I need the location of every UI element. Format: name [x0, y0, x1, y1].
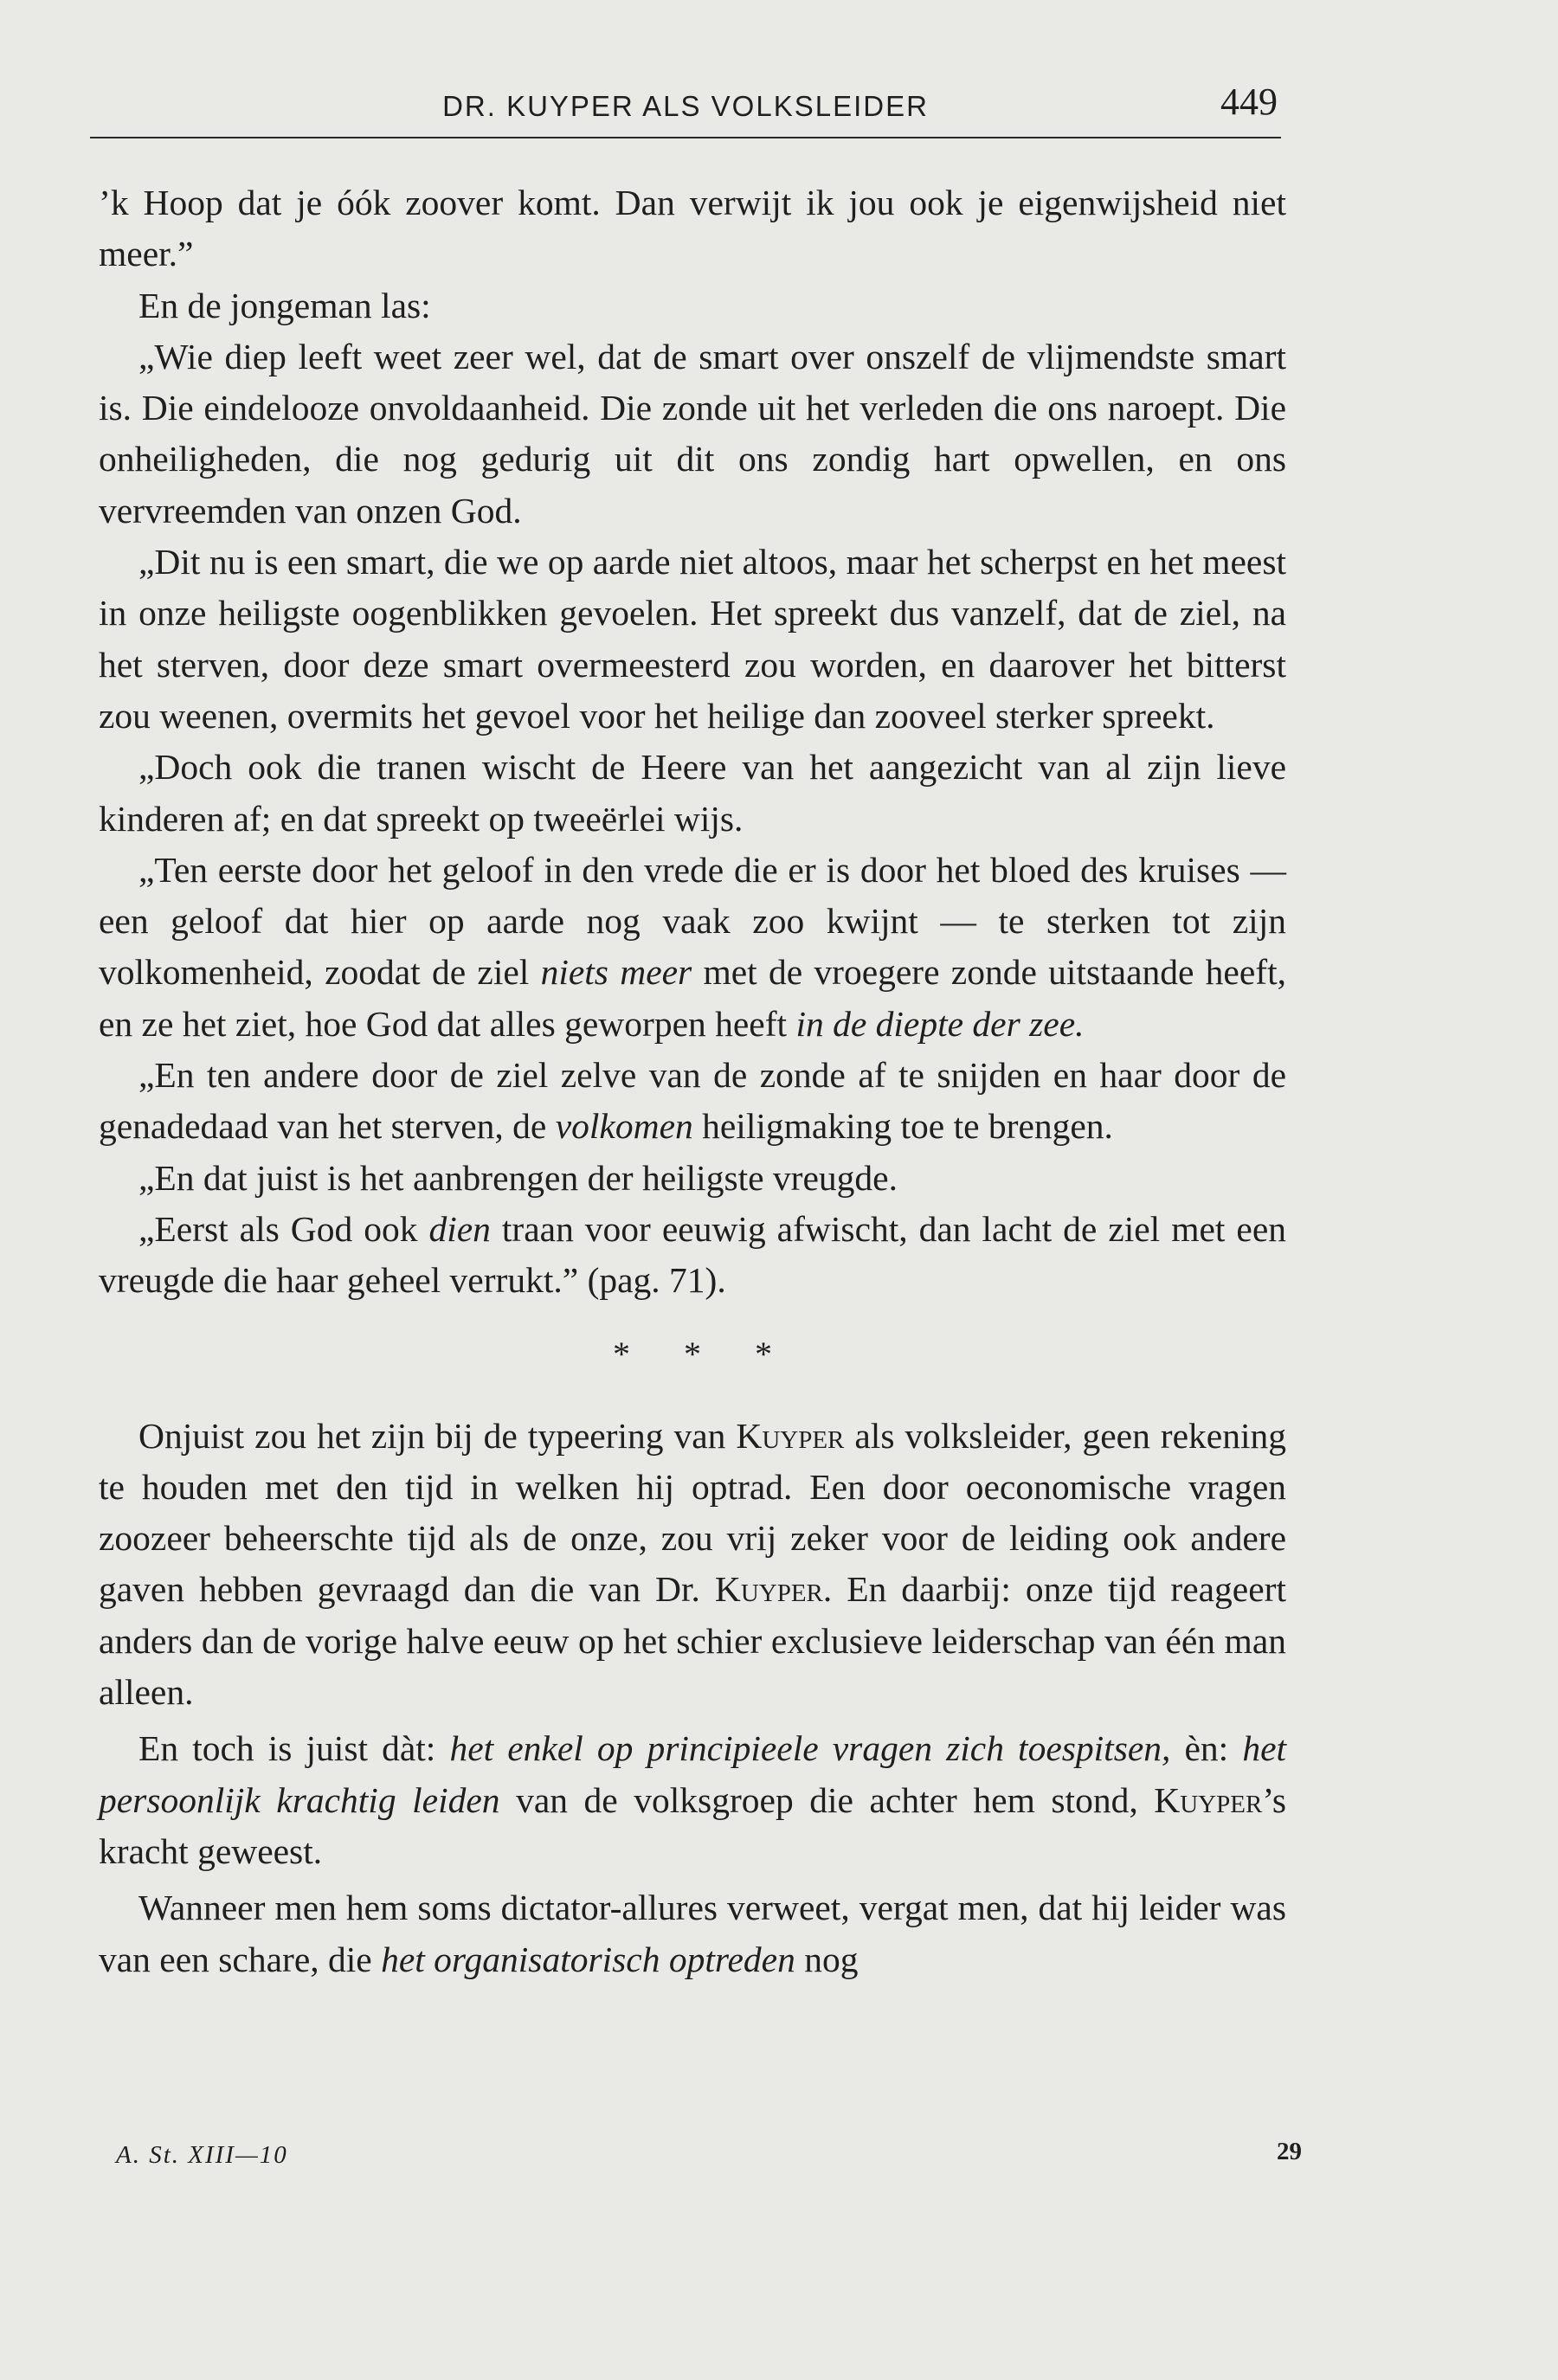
text-run: nog: [795, 1939, 859, 1979]
paragraph: [99, 1882, 1286, 1985]
paragraph: „Wie diep leeft weet zeer wel, dat de smart over onszelf de vlijmendste smart is. Die eindelooze onvoldaanheid. Die zonde uit het verleden die ons naroept. Die onheiligheden, die nog gedurig uit dit ons zondig hart opwellen, en ons vervreemden van onzen God.: [99, 336, 1286, 531]
emphasis: het persoonlijk krachtig leiden: [99, 1728, 1287, 1820]
name-kuyper: Kuyper: [714, 1569, 823, 1610]
text-run: ’s kracht geweest.: [99, 1779, 1286, 1871]
paragraph: „Doch ook die tranen wischt de Heere van het aangezicht van al zijn lieve kinderen af; en dat spreekt op tweeërlei wijs.: [99, 747, 1286, 839]
paragraph: ’k Hoop dat je óók zoover komt. Dan verwijt ik jou ook je eigenwijsheid niet meer.”: [99, 183, 1286, 274]
text-run: „Ten eerste door het geloof in den vrede die er is door het bloed des kruises — een geloof dat hier op aarde nog vaak zoo kwijnt — te sterken tot zijn volkomenheid, zoodat de ziel: [99, 849, 1286, 993]
paragraph: [99, 1204, 1286, 1307]
text-run: met de vroegere zonde uitstaande heeft, en ze het ziet, hoe God dat alles geworpen heeft: [99, 952, 1286, 1044]
emphasis: dien: [428, 1208, 491, 1249]
running-head: [90, 80, 1281, 138]
section-break-asterisks: * * *: [613, 1334, 795, 1373]
sheet-number: 29: [1277, 2138, 1302, 2165]
text-run: Onjuist zou het zijn bij de typeering van: [138, 1415, 737, 1456]
text-run: „Eerst als God ook: [138, 1208, 429, 1249]
paragraph: [99, 1411, 1286, 1719]
emphasis: het enkel op principieele vragen zich toespitsen,: [449, 1728, 1171, 1769]
text-run: traan voor eeuwig afwischt, dan lacht de ziel met een vreugde die haar geheel verrukt.” (pag. 71).: [99, 1208, 1286, 1301]
text-run: Wanneer men hem soms dictator-allures verweet, vergat men, dat hij leider was van een schare, die: [99, 1888, 1286, 1979]
emphasis: volkomen: [555, 1106, 693, 1147]
body-text: [99, 177, 1286, 1985]
emphasis: in de diepte der zee.: [795, 1003, 1085, 1044]
paragraph: En de jongeman las:: [138, 285, 431, 325]
text-run: èn:: [1170, 1728, 1243, 1769]
text-run: En toch is juist dàt:: [138, 1728, 450, 1769]
paragraph: „Dit nu is een smart, die we op aarde niet altoos, maar het scherpst en het meest in onze heiligste oogenblikken gevoelen. Het spreekt dus vanzelf, dat de ziel, na het sterven, door deze smart overmeesterd zou worden, en daarover het bitterst zou weenen, overmits het gevoel voor het heilige dan zooveel sterker spreekt.: [99, 542, 1286, 736]
signature-mark: A. St. XIII—10: [116, 2141, 288, 2169]
text-run: als volksleider, geen rekening te houden met den tijd in welken hij optrad. Een door oeconomische vragen zoozeer beheerschte tijd als de onze, zou vrij zeker voor de leiding ook andere gaven hebben gevraagd dan die van Dr.: [99, 1415, 1286, 1610]
page-number: 449: [1220, 80, 1278, 123]
emphasis: niets meer: [540, 952, 692, 993]
running-title: DR. KUYPER ALS VOLKSLEIDER: [442, 90, 929, 122]
text-run: „En ten andere door de ziel zelve van de zonde af te snijden en haar door de genadedaad van het sterven, de: [99, 1055, 1286, 1147]
paragraph: [99, 1050, 1286, 1153]
paragraph: [99, 1723, 1286, 1877]
paragraph: „En dat juist is het aanbrengen der heiligste vreugde.: [138, 1157, 898, 1198]
text-run: van de volksgroep die achter hem stond,: [499, 1779, 1155, 1820]
emphasis: het organisatorisch optreden: [381, 1939, 795, 1979]
name-kuyper: Kuyper: [1154, 1779, 1263, 1820]
text-run: heiligmaking toe te brengen.: [692, 1106, 1113, 1147]
text-run: . En daarbij: onze tijd reageert anders dan de vorige halve eeuw op het schier exclusieve leiderschap van één man alleen.: [99, 1569, 1286, 1713]
paragraph: [99, 845, 1286, 1050]
name-kuyper: Kuyper: [736, 1415, 845, 1456]
